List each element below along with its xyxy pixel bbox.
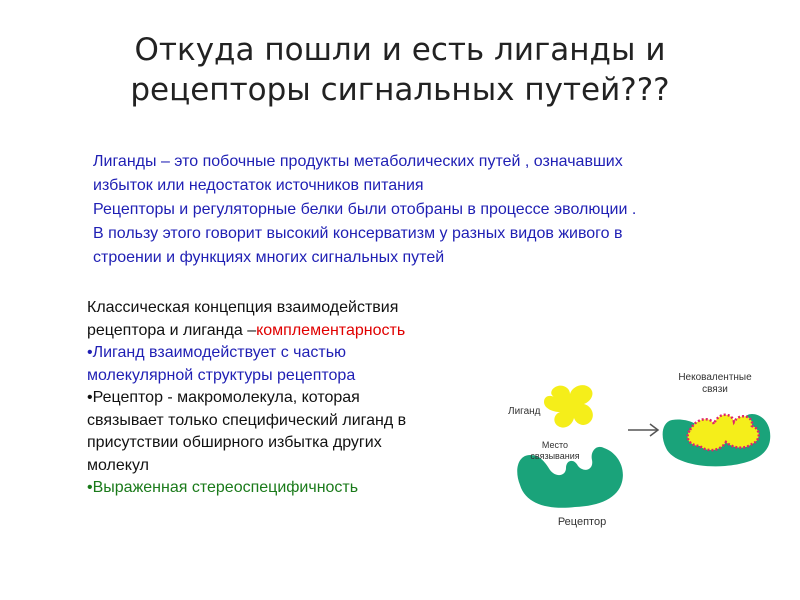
label-site-1: Место bbox=[541, 440, 569, 450]
bullet-ligand: •Лиганд взаимодействует с частью bbox=[87, 344, 347, 361]
label-receptor: Рецептор bbox=[557, 516, 607, 528]
slide-title bbox=[0, 30, 800, 110]
bullet-receptor-cont: молекул bbox=[87, 456, 149, 474]
bullet-stereospecificity: •Выраженная стереоспецифичность bbox=[87, 479, 359, 496]
concept-line bbox=[87, 320, 517, 343]
bullet-ligand-cont: молекулярной структуры рецептора bbox=[87, 366, 356, 384]
ligand-shape bbox=[544, 385, 593, 427]
slide-title-line-1: Откуда пошли и есть лиганды и bbox=[134, 32, 666, 68]
ligand-receptor-diagram bbox=[500, 360, 800, 535]
concept-text bbox=[87, 297, 517, 500]
slide-title-line-2: рецепторы сигнальных путей??? bbox=[130, 72, 670, 108]
bullet-receptor: •Рецептор - макромолекула, которая bbox=[87, 389, 360, 406]
intro-line: строении и функциях многих сигнальных путей bbox=[93, 249, 445, 266]
bound-ligand-shape bbox=[688, 415, 759, 450]
bullet-receptor-cont: присутствии обширного избытка других bbox=[87, 434, 382, 451]
concept-line-prefix: рецептора и лиганда – bbox=[87, 321, 257, 339]
intro-line: В пользу этого говорит высокий консерватизм у разных видов живого в bbox=[93, 225, 623, 242]
label-site-2: связывания bbox=[530, 451, 580, 461]
complementarity-highlight: комплементарность bbox=[256, 321, 406, 339]
label-ligand: Лиганд bbox=[508, 406, 541, 417]
intro-paragraph bbox=[93, 150, 783, 270]
intro-line: Рецепторы и регуляторные белки были отобраны в процессе эволюции . bbox=[93, 201, 637, 218]
intro-line: избыток или недостаток источников питания bbox=[93, 177, 424, 194]
label-bonds-1: Нековалентные bbox=[678, 372, 752, 383]
intro-line: Лиганды – это побочные продукты метаболических путей , означавших bbox=[93, 153, 623, 170]
bullet-receptor-cont: связывает только специфический лиганд в bbox=[87, 411, 407, 429]
label-bonds-2: связи bbox=[702, 384, 728, 395]
concept-line: Классическая концепция взаимодействия bbox=[87, 299, 399, 316]
